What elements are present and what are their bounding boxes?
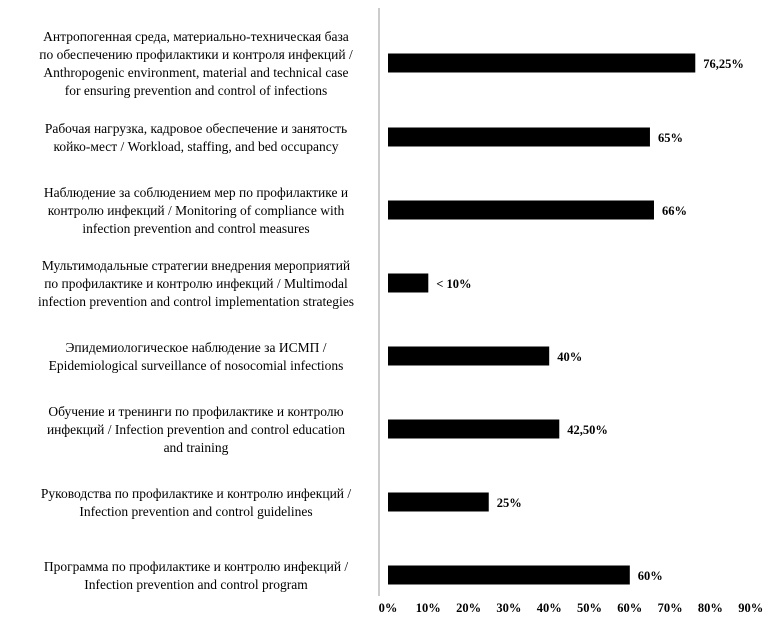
data-label-5: 40% [557, 350, 583, 364]
bar-5 [388, 347, 549, 366]
x-tick-label: 70% [657, 601, 683, 615]
bar-8 [388, 566, 630, 585]
data-label-1: 76,25% [703, 57, 744, 71]
x-axis-ticks [379, 601, 764, 615]
category-label-line: койко-мест / Workload, staffing, and bed occupancy [53, 139, 339, 154]
category-label-line: инфекций / Infection prevention and control education [46, 422, 346, 437]
data-label-2: 65% [657, 131, 683, 145]
category-label-line: Мультимодальные стратегии внедрения мероприятий [41, 258, 351, 273]
x-tick-label: 0% [378, 601, 398, 615]
category-label-line: Infection prevention and control program [84, 577, 308, 592]
bar-4 [388, 274, 428, 293]
category-label-line: Anthropogenic environment, material and technical case [43, 65, 349, 80]
x-tick-label: 90% [738, 601, 764, 615]
bars-group [388, 54, 695, 585]
category-label-line: Рабочая нагрузка, кадровое обеспечение и занятость [44, 121, 348, 136]
category-label-line: по обеспечению профилактики и контроля инфекций / [39, 47, 353, 62]
category-label-line: Антропогенная среда, материально-техническая база [43, 29, 349, 44]
bar-7 [388, 493, 489, 512]
bar-1 [388, 54, 695, 73]
category-label-line: and training [163, 440, 229, 455]
category-label-7 [41, 486, 352, 519]
data-label-3: 66% [661, 204, 687, 218]
category-label-line: Наблюдение за соблюдением мер по профилактике и [43, 185, 349, 200]
category-label-4 [38, 258, 354, 309]
category-label-3 [44, 185, 348, 236]
category-label-line: контролю инфекций / Monitoring of compliance with [47, 203, 345, 218]
data-label-8: 60% [637, 569, 663, 583]
category-label-8 [44, 559, 349, 592]
category-label-line: Руководства по профилактике и контролю инфекций / [40, 486, 352, 501]
category-label-line: infection prevention and control measures [82, 221, 310, 236]
category-label-5 [49, 340, 344, 373]
category-label-2 [45, 121, 347, 154]
category-label-line: infection prevention and control implementation strategies [37, 294, 355, 309]
x-tick-label: 50% [577, 601, 602, 615]
bar-2 [388, 128, 650, 147]
category-labels [38, 29, 354, 592]
data-label-4: < 10% [436, 277, 472, 291]
category-label-line: for ensuring prevention and control of infections [64, 83, 328, 98]
x-tick-label: 20% [456, 601, 482, 615]
x-tick-label: 30% [496, 601, 522, 615]
category-label-line: Epidemiological surveillance of nosocomial infections [48, 358, 344, 373]
x-tick-label: 80% [697, 601, 723, 615]
data-label-7: 25% [496, 496, 522, 510]
bar-3 [388, 201, 654, 220]
category-label-line: Эпидемиологическое наблюдение за ИСМП / [65, 340, 327, 355]
category-label-line: по профилактике и контролю инфекций / Multimodal [44, 276, 348, 291]
x-tick-label: 40% [536, 601, 562, 615]
x-tick-label: 10% [415, 601, 441, 615]
category-label-line: Обучение и тренинги по профилактике и контролю [48, 404, 344, 419]
data-label-6: 42,50% [567, 423, 608, 437]
category-label-line: Infection prevention and control guidelines [79, 504, 313, 519]
category-label-6 [47, 404, 345, 455]
x-tick-label: 60% [617, 601, 643, 615]
category-label-1 [39, 29, 353, 98]
bar-6 [388, 420, 559, 439]
category-label-line: Программа по профилактике и контролю инфекций / [43, 559, 349, 574]
